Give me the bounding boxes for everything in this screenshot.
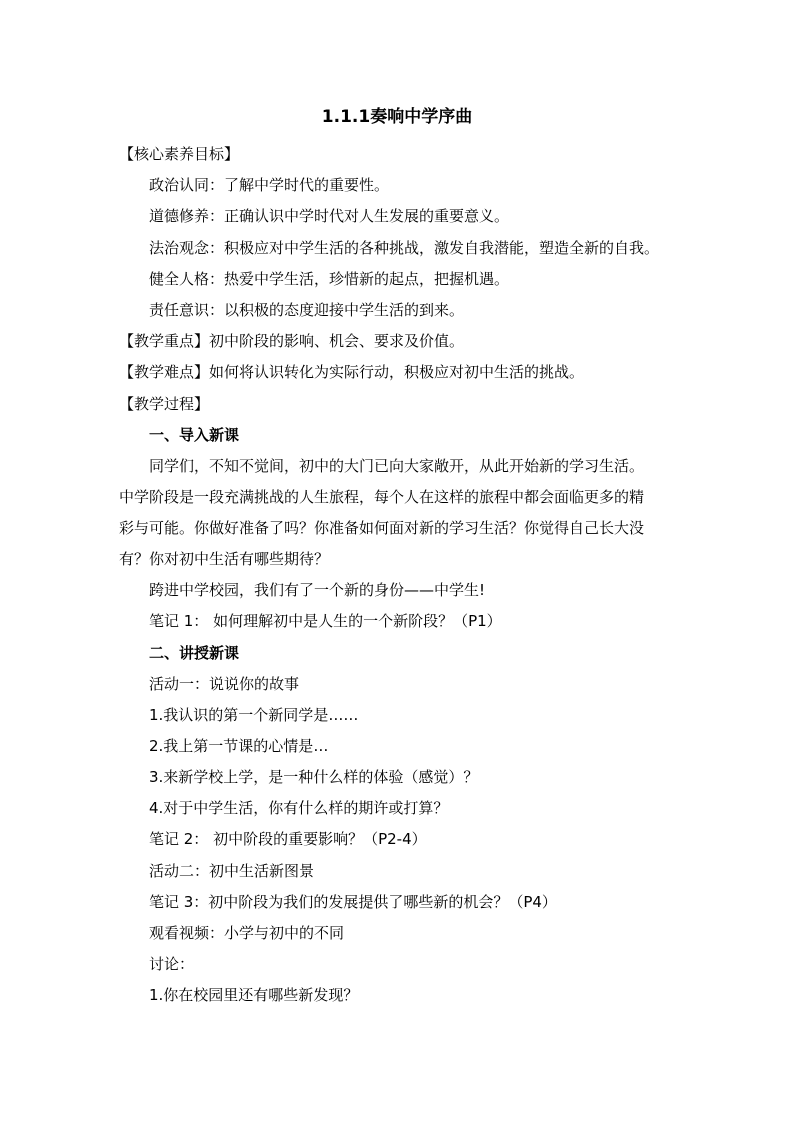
paragraph-line: 有？你对初中生活有哪些期待？ — [119, 550, 330, 568]
activity-line: 活动一：说说你的故事 — [149, 675, 300, 693]
paragraph-line: 同学们，不知不觉间，初中的大门已向大家敞开，从此开始新的学习生活。 — [149, 457, 645, 475]
core-goal-item: 健全人格：热爱中学生活，珍惜新的起点，把握机遇。 — [149, 270, 510, 288]
paragraph-line: 中学阶段是一段充满挑战的人生旅程，每个人在这样的旅程中都会面临更多的精 — [119, 488, 645, 506]
note-line: 笔记 3：初中阶段为我们的发展提供了哪些新的机会？（P4） — [149, 893, 557, 911]
note-line: 笔记 2： 初中阶段的重要影响？（P2-4） — [149, 830, 427, 848]
section-heading-intro: 一、导入新课 — [149, 426, 240, 444]
question-line: 1.你在校园里还有哪些新发现？ — [149, 986, 359, 1004]
page-title: 1.1.1奏响中学序曲 — [321, 107, 473, 127]
question-line: 1.我认识的第一个新同学是…… — [149, 706, 359, 724]
core-goal-item: 政治认同：了解中学时代的重要性。 — [149, 176, 390, 194]
question-line: 4.对于中学生活，你有什么样的期许或打算？ — [149, 799, 449, 817]
note-line: 笔记 1： 如何理解初中是人生的一个新阶段？（P1） — [149, 612, 502, 630]
difficulty-point: 【教学难点】如何将认识转化为实际行动，积极应对初中生活的挑战。 — [119, 363, 585, 381]
discuss-line: 讨论： — [149, 955, 195, 973]
core-goal-item: 责任意识：以积极的态度迎接中学生活的到来。 — [149, 301, 465, 319]
process-heading: 【教学过程】 — [119, 395, 210, 413]
activity-line: 活动二：初中生活新图景 — [149, 862, 315, 880]
paragraph-line: 跨进中学校园，我们有了一个新的身份——中学生! — [149, 581, 486, 599]
question-line: 3.来新学校上学，是一种什么样的体验（感觉）？ — [149, 768, 479, 786]
core-goal-item: 道德修养：正确认识中学时代对人生发展的重要意义。 — [149, 207, 510, 225]
question-line: 2.我上第一节课的心情是… — [149, 737, 329, 755]
section-heading-lecture: 二、讲授新课 — [149, 644, 240, 662]
paragraph-line: 彩与可能。你做好准备了吗？你准备如何面对新的学习生活？你觉得自己长大没 — [119, 519, 645, 537]
key-point: 【教学重点】初中阶段的影响、机会、要求及价值。 — [119, 332, 465, 350]
video-line: 观看视频：小学与初中的不同 — [149, 924, 345, 942]
core-goals-heading: 【核心素养目标】 — [119, 145, 240, 163]
core-goal-item: 法治观念：积极应对中学生活的各种挑战，激发自我潜能，塑造全新的自我。 — [149, 239, 660, 257]
